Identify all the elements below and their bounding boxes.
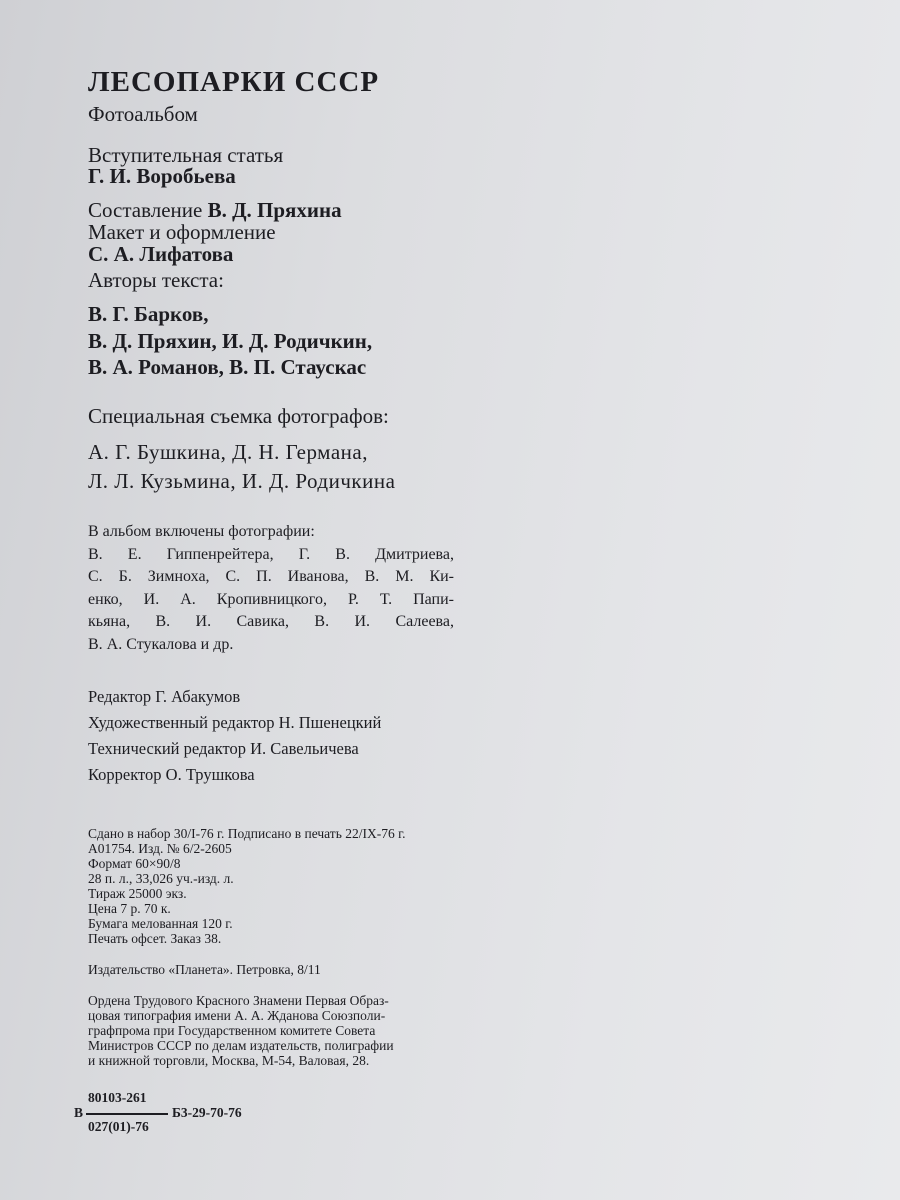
included-photos-heading: В альбом включены фотографии: — [88, 523, 315, 540]
proofreader-line: Корректор О. Трушкова — [88, 765, 255, 784]
imprint-line: Печать офсет. Заказ 38. — [88, 931, 222, 946]
photo-credits-line: В. Е. Гиппенрейтера, Г. В. Дмитриева, — [88, 545, 454, 563]
imprint-line: 28 п. л., 33,026 уч.-изд. л. — [88, 871, 234, 886]
printer-line: Ордена Трудового Красного Знамени Первая Образ- — [88, 993, 389, 1008]
included-photos-block — [88, 521, 454, 656]
catalog-code-letter: В — [74, 1105, 84, 1120]
book-title: ЛЕСОПАРКИ СССР — [88, 66, 380, 98]
intro-label: Вступительная статья — [88, 143, 284, 167]
printer-line: Министров СССР по делам издательств, полиграфии — [88, 1038, 394, 1053]
authors-line: В. Г. Барков, — [88, 302, 209, 326]
catalog-code-numerator: 80103-261 — [88, 1090, 147, 1105]
layout-label: Макет и оформление — [88, 220, 276, 244]
editorial-staff — [88, 684, 381, 788]
imprint-line: Тираж 25000 экз. — [88, 886, 187, 901]
imprint-line: Бумага мелованная 120 г. — [88, 916, 233, 931]
imprint-line: Формат 60×90/8 — [88, 856, 181, 871]
photo-credits-line: кьяна, В. И. Савика, В. И. Салеева, — [88, 613, 454, 630]
printer-line: и книжной торговли, Москва, М-54, Валовая, 28. — [88, 1053, 370, 1068]
authors-line: В. Д. Пряхин, И. Д. Родичкин, — [88, 329, 373, 353]
printing-house — [88, 993, 394, 1068]
photo-credits-line: С. Б. Зимноха, С. П. Иванова, В. М. Ки- — [88, 568, 454, 585]
compiler-name: В. Д. Пряхина — [207, 198, 342, 222]
photographers-line: Л. Л. Кузьмина, И. Д. Родичкина — [88, 469, 396, 493]
technical-editor-line: Технический редактор И. Савельичева — [88, 739, 359, 758]
intro-author: Г. И. Воробьева — [88, 164, 236, 188]
imprint-line: Цена 7 р. 70 к. — [88, 901, 171, 916]
book-subtitle: Фотоальбом — [88, 102, 198, 126]
special-photography-label: Специальная съемка фотографов: — [88, 404, 389, 428]
catalog-code-right: Б3-29-70-76 — [172, 1105, 242, 1120]
art-editor-line: Художественный редактор Н. Пшенецкий — [88, 713, 382, 732]
publisher-line: Издательство «Планета». Петровка, 8/11 — [88, 962, 321, 977]
print-details — [88, 826, 405, 946]
imprint-line: А01754. Изд. № 6/2-2605 — [88, 841, 232, 856]
editor-line: Редактор Г. Абакумов — [88, 687, 241, 706]
imprint-line: Сдано в набор 30/I-76 г. Подписано в печать 22/IX-76 г. — [88, 826, 406, 841]
catalog-code-denominator: 027(01)-76 — [88, 1119, 149, 1134]
photo-credits-line: В. А. Стукалова и др. — [88, 635, 234, 653]
catalog-code-fraction-line — [86, 1113, 168, 1115]
authors-label: Авторы текста: — [88, 268, 224, 292]
photo-credits-line: енко, И. А. Кропивницкого, Р. Т. Папи- — [88, 590, 454, 608]
designer-name: С. А. Лифатова — [88, 242, 234, 266]
printer-line: цовая типография имени А. А. Жданова Союзполи- — [88, 1008, 386, 1023]
photographers-line: А. Г. Бушкина, Д. Н. Германа, — [88, 440, 368, 464]
compiled-label: Составление — [88, 198, 208, 222]
authors-line: В. А. Романов, В. П. Стаускас — [88, 355, 367, 379]
printer-line: графпрома при Государственном комитете Совета — [88, 1023, 376, 1038]
